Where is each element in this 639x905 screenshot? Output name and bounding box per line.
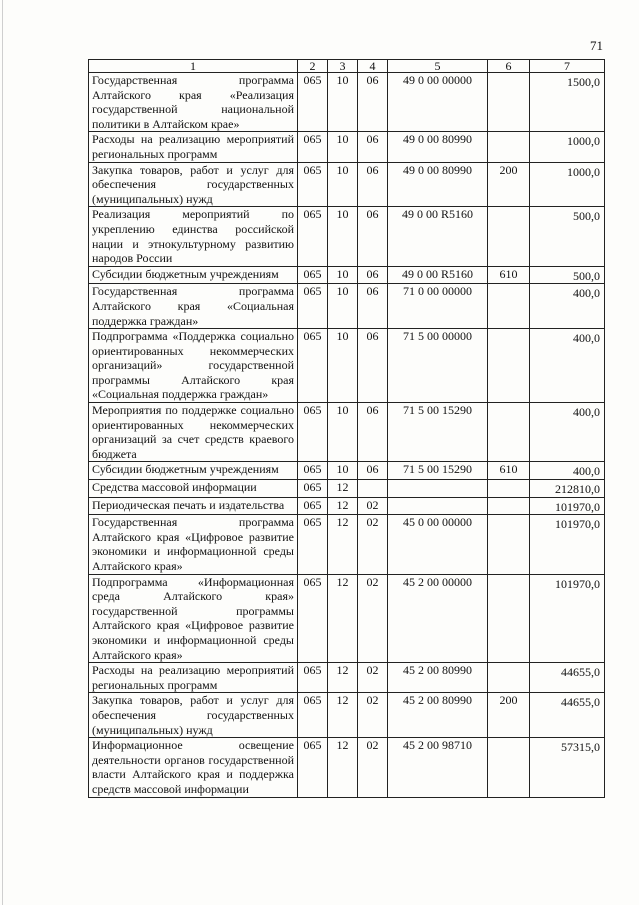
subsection-code-cell: 02 — [358, 663, 388, 693]
target-article-cell: 49 0 00 R5160 — [388, 207, 488, 266]
subsection-code-cell: 06 — [358, 462, 388, 480]
budget-table — [88, 59, 605, 798]
table-row — [89, 207, 605, 266]
item-name-cell: Расходы на реализацию мероприятий региональных программ — [89, 663, 298, 693]
section-code-cell: 10 — [328, 162, 358, 207]
section-code-cell: 10 — [328, 266, 358, 284]
expense-type-cell — [488, 284, 530, 329]
expense-type-cell: 200 — [488, 693, 530, 738]
item-name-cell: Государственная программа Алтайского края «Реализация государственной национальной политики в Алтайском крае» — [89, 73, 298, 132]
subsection-code-cell: 06 — [358, 73, 388, 132]
expense-type-cell — [488, 663, 530, 693]
table-row — [89, 462, 605, 480]
target-article-cell — [388, 480, 488, 498]
amount-cell: 101970,0 — [530, 497, 605, 515]
table-row — [89, 480, 605, 498]
expense-type-cell — [488, 497, 530, 515]
amount-cell: 44655,0 — [530, 663, 605, 693]
expense-type-cell — [488, 515, 530, 574]
ministry-code-cell: 065 — [298, 515, 328, 574]
amount-cell: 1500,0 — [530, 73, 605, 132]
amount-cell: 101970,0 — [530, 515, 605, 574]
column-header-2: 2 — [298, 60, 328, 73]
table-row — [89, 329, 605, 403]
item-name-cell: Закупка товаров, работ и услуг для обеспечения государственных (муниципальных) нужд — [89, 693, 298, 738]
table-row — [89, 266, 605, 284]
table-body — [89, 73, 605, 798]
section-code-cell: 10 — [328, 207, 358, 266]
ministry-code-cell: 065 — [298, 574, 328, 663]
subsection-code-cell: 02 — [358, 738, 388, 797]
expense-type-cell — [488, 73, 530, 132]
target-article-cell: 49 0 00 00000 — [388, 73, 488, 132]
target-article-cell: 49 0 00 80990 — [388, 132, 488, 162]
section-code-cell: 12 — [328, 480, 358, 498]
subsection-code-cell — [358, 480, 388, 498]
subsection-code-cell: 06 — [358, 329, 388, 403]
table-row — [89, 284, 605, 329]
item-name-cell: Субсидии бюджетным учреждениям — [89, 462, 298, 480]
table-row — [89, 162, 605, 207]
expense-type-cell — [488, 207, 530, 266]
target-article-cell: 71 5 00 15290 — [388, 403, 488, 462]
ministry-code-cell: 065 — [298, 132, 328, 162]
scan-edge-line — [2, 0, 3, 905]
ministry-code-cell: 065 — [298, 480, 328, 498]
target-article-cell: 49 0 00 80990 — [388, 162, 488, 207]
section-code-cell: 10 — [328, 329, 358, 403]
table-row — [89, 497, 605, 515]
amount-cell: 1000,0 — [530, 162, 605, 207]
table-row — [89, 693, 605, 738]
amount-cell: 400,0 — [530, 403, 605, 462]
table-row — [89, 663, 605, 693]
subsection-code-cell: 02 — [358, 693, 388, 738]
target-article-cell: 45 0 00 00000 — [388, 515, 488, 574]
amount-cell: 400,0 — [530, 462, 605, 480]
section-code-cell: 10 — [328, 73, 358, 132]
item-name-cell: Подпрограмма «Информационная среда Алтайского края» государственной программы Алтайского края «Цифровое развитие экономики и информационной среды Алтайского края» — [89, 574, 298, 663]
item-name-cell: Реализация мероприятий по укреплению единства российской нации и этнокультурному развитию народов России — [89, 207, 298, 266]
column-header-1: 1 — [89, 60, 298, 73]
section-code-cell: 12 — [328, 497, 358, 515]
ministry-code-cell: 065 — [298, 266, 328, 284]
amount-cell: 500,0 — [530, 266, 605, 284]
subsection-code-cell: 06 — [358, 162, 388, 207]
table-header-row — [89, 60, 605, 73]
amount-cell: 400,0 — [530, 284, 605, 329]
item-name-cell: Расходы на реализацию мероприятий региональных программ — [89, 132, 298, 162]
amount-cell: 500,0 — [530, 207, 605, 266]
target-article-cell: 45 2 00 80990 — [388, 693, 488, 738]
amount-cell: 400,0 — [530, 329, 605, 403]
subsection-code-cell: 06 — [358, 132, 388, 162]
item-name-cell: Закупка товаров, работ и услуг для обеспечения государственных (муниципальных) нужд — [89, 162, 298, 207]
page-number: 71 — [590, 38, 603, 53]
target-article-cell — [388, 497, 488, 515]
ministry-code-cell: 065 — [298, 284, 328, 329]
ministry-code-cell: 065 — [298, 73, 328, 132]
item-name-cell: Периодическая печать и издательства — [89, 497, 298, 515]
target-article-cell: 45 2 00 80990 — [388, 663, 488, 693]
target-article-cell: 71 0 00 00000 — [388, 284, 488, 329]
item-name-cell: Подпрограмма «Поддержка социально ориентированных некоммерческих организаций» государственной программы Алтайского края «Социальная поддержка граждан» — [89, 329, 298, 403]
subsection-code-cell: 06 — [358, 207, 388, 266]
ministry-code-cell: 065 — [298, 162, 328, 207]
column-header-6: 6 — [488, 60, 530, 73]
table-row — [89, 738, 605, 797]
ministry-code-cell: 065 — [298, 329, 328, 403]
section-code-cell: 12 — [328, 693, 358, 738]
target-article-cell: 71 5 00 15290 — [388, 462, 488, 480]
section-code-cell: 10 — [328, 403, 358, 462]
subsection-code-cell: 06 — [358, 403, 388, 462]
table-row — [89, 574, 605, 663]
target-article-cell: 45 2 00 98710 — [388, 738, 488, 797]
item-name-cell: Государственная программа Алтайского края «Социальная поддержка граждан» — [89, 284, 298, 329]
subsection-code-cell: 02 — [358, 574, 388, 663]
expense-type-cell — [488, 574, 530, 663]
column-header-5: 5 — [388, 60, 488, 73]
target-article-cell: 49 0 00 R5160 — [388, 266, 488, 284]
column-header-7: 7 — [530, 60, 605, 73]
subsection-code-cell: 02 — [358, 497, 388, 515]
item-name-cell: Государственная программа Алтайского края «Цифровое развитие экономики и информационной среды Алтайского края» — [89, 515, 298, 574]
section-code-cell: 10 — [328, 462, 358, 480]
table-row — [89, 132, 605, 162]
table-row — [89, 515, 605, 574]
ministry-code-cell: 065 — [298, 693, 328, 738]
ministry-code-cell: 065 — [298, 207, 328, 266]
amount-cell: 212810,0 — [530, 480, 605, 498]
amount-cell: 57315,0 — [530, 738, 605, 797]
target-article-cell: 71 5 00 00000 — [388, 329, 488, 403]
target-article-cell: 45 2 00 00000 — [388, 574, 488, 663]
column-header-3: 3 — [328, 60, 358, 73]
expense-type-cell — [488, 132, 530, 162]
item-name-cell: Средства массовой информации — [89, 480, 298, 498]
amount-cell: 101970,0 — [530, 574, 605, 663]
subsection-code-cell: 02 — [358, 515, 388, 574]
item-name-cell: Информационное освещение деятельности органов государственной власти Алтайского края и поддержка средств массовой информации — [89, 738, 298, 797]
subsection-code-cell: 06 — [358, 266, 388, 284]
expense-type-cell — [488, 480, 530, 498]
column-header-4: 4 — [358, 60, 388, 73]
section-code-cell: 10 — [328, 284, 358, 329]
section-code-cell: 12 — [328, 515, 358, 574]
ministry-code-cell: 065 — [298, 738, 328, 797]
amount-cell: 1000,0 — [530, 132, 605, 162]
section-code-cell: 12 — [328, 574, 358, 663]
ministry-code-cell: 065 — [298, 462, 328, 480]
section-code-cell: 10 — [328, 132, 358, 162]
subsection-code-cell: 06 — [358, 284, 388, 329]
ministry-code-cell: 065 — [298, 663, 328, 693]
expense-type-cell — [488, 403, 530, 462]
table-row — [89, 403, 605, 462]
section-code-cell: 12 — [328, 663, 358, 693]
expense-type-cell: 610 — [488, 266, 530, 284]
ministry-code-cell: 065 — [298, 403, 328, 462]
expense-type-cell — [488, 329, 530, 403]
expense-type-cell — [488, 738, 530, 797]
expense-type-cell: 610 — [488, 462, 530, 480]
table-row — [89, 73, 605, 132]
amount-cell: 44655,0 — [530, 693, 605, 738]
ministry-code-cell: 065 — [298, 497, 328, 515]
expense-type-cell: 200 — [488, 162, 530, 207]
section-code-cell: 12 — [328, 738, 358, 797]
item-name-cell: Субсидии бюджетным учреждениям — [89, 266, 298, 284]
item-name-cell: Мероприятия по поддержке социально ориентированных некоммерческих организаций за счет средств краевого бюджета — [89, 403, 298, 462]
